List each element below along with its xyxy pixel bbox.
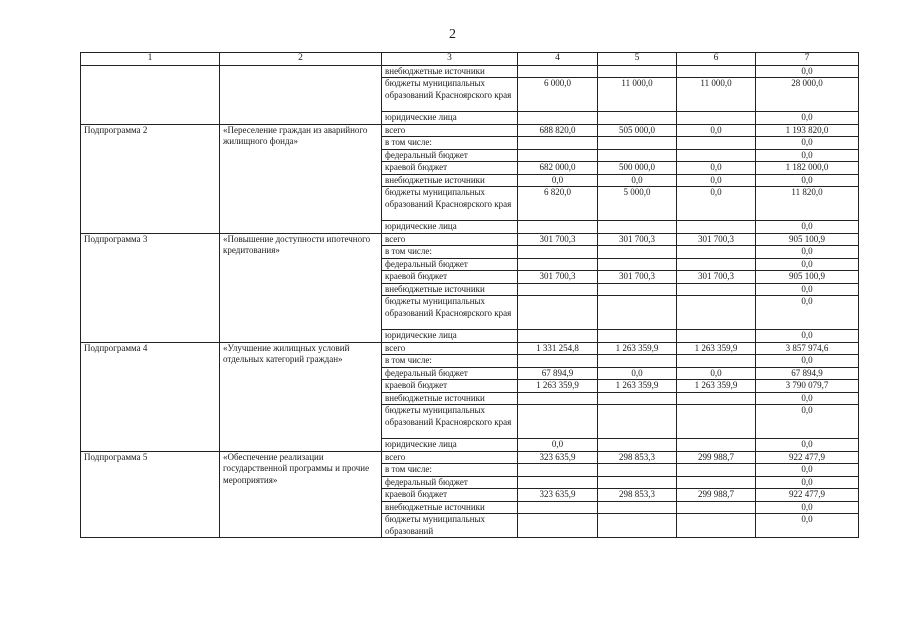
- column-header: 4: [518, 53, 598, 66]
- value-cell: [598, 296, 677, 330]
- value-cell: [518, 149, 598, 162]
- value-cell: [518, 296, 598, 330]
- funding-source-cell: всего: [382, 342, 518, 355]
- value-cell: [598, 439, 677, 452]
- total-cell: 0,0: [756, 296, 859, 330]
- value-cell: 298 853,3: [598, 451, 677, 464]
- value-cell: 301 700,3: [677, 233, 756, 246]
- funding-source-cell: краевой бюджет: [382, 271, 518, 284]
- value-cell: [677, 137, 756, 150]
- total-cell: 0,0: [756, 392, 859, 405]
- value-cell: [677, 392, 756, 405]
- total-cell: 905 100,9: [756, 271, 859, 284]
- value-cell: [677, 501, 756, 514]
- total-cell: 28 000,0: [756, 78, 859, 112]
- value-cell: [518, 330, 598, 343]
- value-cell: [677, 296, 756, 330]
- value-cell: [677, 221, 756, 234]
- value-cell: [677, 246, 756, 259]
- value-cell: 0,0: [518, 174, 598, 187]
- funding-source-cell: внебюджетные источники: [382, 392, 518, 405]
- value-cell: [518, 283, 598, 296]
- subprogram-cell: Подпрограмма 3: [81, 233, 220, 342]
- value-cell: 1 263 359,9: [677, 380, 756, 393]
- total-cell: 67 894,9: [756, 367, 859, 380]
- value-cell: 5 000,0: [598, 187, 677, 221]
- value-cell: [518, 355, 598, 368]
- table-row: [81, 342, 859, 355]
- value-cell: 1 263 359,9: [677, 342, 756, 355]
- funding-source-cell: федеральный бюджет: [382, 258, 518, 271]
- value-cell: [598, 392, 677, 405]
- value-cell: 301 700,3: [677, 271, 756, 284]
- value-cell: [518, 112, 598, 125]
- total-cell: 0,0: [756, 330, 859, 343]
- total-cell: 0,0: [756, 258, 859, 271]
- funding-source-cell: в том числе:: [382, 246, 518, 259]
- subprogram-cell: [81, 65, 220, 124]
- value-cell: [677, 355, 756, 368]
- value-cell: 1 263 359,9: [598, 342, 677, 355]
- column-header: 6: [677, 53, 756, 66]
- column-header: 7: [756, 53, 859, 66]
- value-cell: [598, 137, 677, 150]
- total-cell: 1 193 820,0: [756, 124, 859, 137]
- subprogram-title-cell: «Улучшение жилищных условий отдельных категорий граждан»: [220, 342, 382, 451]
- value-cell: [598, 464, 677, 477]
- value-cell: 1 263 359,9: [518, 380, 598, 393]
- funding-source-cell: бюджеты муниципальных образований: [382, 514, 518, 538]
- funding-source-cell: федеральный бюджет: [382, 367, 518, 380]
- value-cell: 0,0: [598, 367, 677, 380]
- value-cell: [518, 392, 598, 405]
- total-cell: 0,0: [756, 405, 859, 439]
- funding-source-cell: в том числе:: [382, 137, 518, 150]
- value-cell: 11 000,0: [677, 78, 756, 112]
- value-cell: [598, 258, 677, 271]
- header-row: [81, 53, 859, 66]
- column-header: 1: [81, 53, 220, 66]
- value-cell: 298 853,3: [598, 489, 677, 502]
- funding-source-cell: в том числе:: [382, 355, 518, 368]
- value-cell: 682 000,0: [518, 162, 598, 175]
- value-cell: [518, 514, 598, 538]
- value-cell: [518, 501, 598, 514]
- subprogram-cell: Подпрограмма 4: [81, 342, 220, 451]
- total-cell: 11 820,0: [756, 187, 859, 221]
- value-cell: [677, 476, 756, 489]
- total-cell: 1 182 000,0: [756, 162, 859, 175]
- value-cell: [677, 149, 756, 162]
- value-cell: [677, 258, 756, 271]
- column-header: 3: [382, 53, 518, 66]
- value-cell: [598, 112, 677, 125]
- funding-source-cell: всего: [382, 124, 518, 137]
- total-cell: 0,0: [756, 501, 859, 514]
- table-row: [81, 65, 859, 78]
- value-cell: 0,0: [677, 124, 756, 137]
- value-cell: [598, 514, 677, 538]
- value-cell: 299 988,7: [677, 451, 756, 464]
- value-cell: [598, 246, 677, 259]
- total-cell: 0,0: [756, 149, 859, 162]
- funding-source-cell: юридические лица: [382, 330, 518, 343]
- subprogram-title-cell: [220, 65, 382, 124]
- total-cell: 0,0: [756, 283, 859, 296]
- table-body: [81, 65, 859, 538]
- funding-source-cell: внебюджетные источники: [382, 501, 518, 514]
- funding-source-cell: в том числе:: [382, 464, 518, 477]
- value-cell: 301 700,3: [518, 271, 598, 284]
- total-cell: 0,0: [756, 476, 859, 489]
- value-cell: 500 000,0: [598, 162, 677, 175]
- total-cell: 3 790 079,7: [756, 380, 859, 393]
- funding-source-cell: краевой бюджет: [382, 380, 518, 393]
- value-cell: [677, 330, 756, 343]
- table-row: [81, 451, 859, 464]
- total-cell: 0,0: [756, 514, 859, 538]
- total-cell: 905 100,9: [756, 233, 859, 246]
- funding-source-cell: всего: [382, 233, 518, 246]
- total-cell: 922 477,9: [756, 489, 859, 502]
- value-cell: [677, 405, 756, 439]
- funding-source-cell: всего: [382, 451, 518, 464]
- value-cell: [598, 283, 677, 296]
- value-cell: 1 331 254,8: [518, 342, 598, 355]
- value-cell: [598, 221, 677, 234]
- column-header: 2: [220, 53, 382, 66]
- total-cell: 0,0: [756, 174, 859, 187]
- total-cell: 3 857 974,6: [756, 342, 859, 355]
- value-cell: 0,0: [677, 174, 756, 187]
- value-cell: 301 700,3: [518, 233, 598, 246]
- value-cell: 0,0: [598, 174, 677, 187]
- value-cell: 301 700,3: [598, 233, 677, 246]
- value-cell: 688 820,0: [518, 124, 598, 137]
- funding-source-cell: краевой бюджет: [382, 162, 518, 175]
- table-row: [81, 124, 859, 137]
- value-cell: [677, 464, 756, 477]
- table-row: [81, 233, 859, 246]
- total-cell: 0,0: [756, 65, 859, 78]
- value-cell: [677, 514, 756, 538]
- value-cell: [518, 476, 598, 489]
- value-cell: 67 894,9: [518, 367, 598, 380]
- total-cell: 0,0: [756, 355, 859, 368]
- value-cell: 323 635,9: [518, 451, 598, 464]
- subprogram-title-cell: «Переселение граждан из аварийного жилищного фонда»: [220, 124, 382, 233]
- value-cell: 0,0: [677, 162, 756, 175]
- funding-source-cell: краевой бюджет: [382, 489, 518, 502]
- value-cell: [677, 439, 756, 452]
- value-cell: [518, 405, 598, 439]
- value-cell: [598, 149, 677, 162]
- total-cell: 0,0: [756, 246, 859, 259]
- value-cell: 323 635,9: [518, 489, 598, 502]
- value-cell: [677, 112, 756, 125]
- subprogram-cell: Подпрограмма 5: [81, 451, 220, 538]
- value-cell: [518, 464, 598, 477]
- value-cell: 0,0: [677, 187, 756, 221]
- value-cell: 6 820,0: [518, 187, 598, 221]
- total-cell: 0,0: [756, 112, 859, 125]
- value-cell: [598, 330, 677, 343]
- subprogram-title-cell: «Обеспечение реализации государственной программы и прочие мероприятия»: [220, 451, 382, 538]
- value-cell: 0,0: [677, 367, 756, 380]
- total-cell: 0,0: [756, 464, 859, 477]
- value-cell: 0,0: [518, 439, 598, 452]
- funding-source-cell: бюджеты муниципальных образований Красноярского края: [382, 405, 518, 439]
- funding-source-cell: внебюджетные источники: [382, 174, 518, 187]
- total-cell: 0,0: [756, 137, 859, 150]
- page-number: 2: [449, 27, 456, 42]
- value-cell: 299 988,7: [677, 489, 756, 502]
- value-cell: 6 000,0: [518, 78, 598, 112]
- value-cell: 11 000,0: [598, 78, 677, 112]
- funding-source-cell: федеральный бюджет: [382, 149, 518, 162]
- funding-source-cell: бюджеты муниципальных образований Красноярского края: [382, 187, 518, 221]
- value-cell: [518, 65, 598, 78]
- value-cell: [598, 65, 677, 78]
- funding-source-cell: бюджеты муниципальных образований Красноярского края: [382, 78, 518, 112]
- funding-source-cell: федеральный бюджет: [382, 476, 518, 489]
- budget-table: [80, 52, 859, 538]
- value-cell: [677, 283, 756, 296]
- funding-source-cell: внебюджетные источники: [382, 65, 518, 78]
- subprogram-title-cell: «Повышение доступности ипотечного кредитования»: [220, 233, 382, 342]
- funding-source-cell: юридические лица: [382, 221, 518, 234]
- funding-source-cell: внебюджетные источники: [382, 283, 518, 296]
- funding-source-cell: бюджеты муниципальных образований Красноярского края: [382, 296, 518, 330]
- funding-source-cell: юридические лица: [382, 112, 518, 125]
- subprogram-cell: Подпрограмма 2: [81, 124, 220, 233]
- value-cell: [598, 355, 677, 368]
- value-cell: 505 000,0: [598, 124, 677, 137]
- value-cell: [598, 476, 677, 489]
- value-cell: [518, 258, 598, 271]
- value-cell: [518, 221, 598, 234]
- funding-source-cell: юридические лица: [382, 439, 518, 452]
- total-cell: 922 477,9: [756, 451, 859, 464]
- value-cell: 301 700,3: [598, 271, 677, 284]
- value-cell: [518, 246, 598, 259]
- total-cell: 0,0: [756, 439, 859, 452]
- value-cell: [518, 137, 598, 150]
- value-cell: [598, 405, 677, 439]
- total-cell: 0,0: [756, 221, 859, 234]
- value-cell: [598, 501, 677, 514]
- value-cell: 1 263 359,9: [598, 380, 677, 393]
- value-cell: [677, 65, 756, 78]
- column-header: 5: [598, 53, 677, 66]
